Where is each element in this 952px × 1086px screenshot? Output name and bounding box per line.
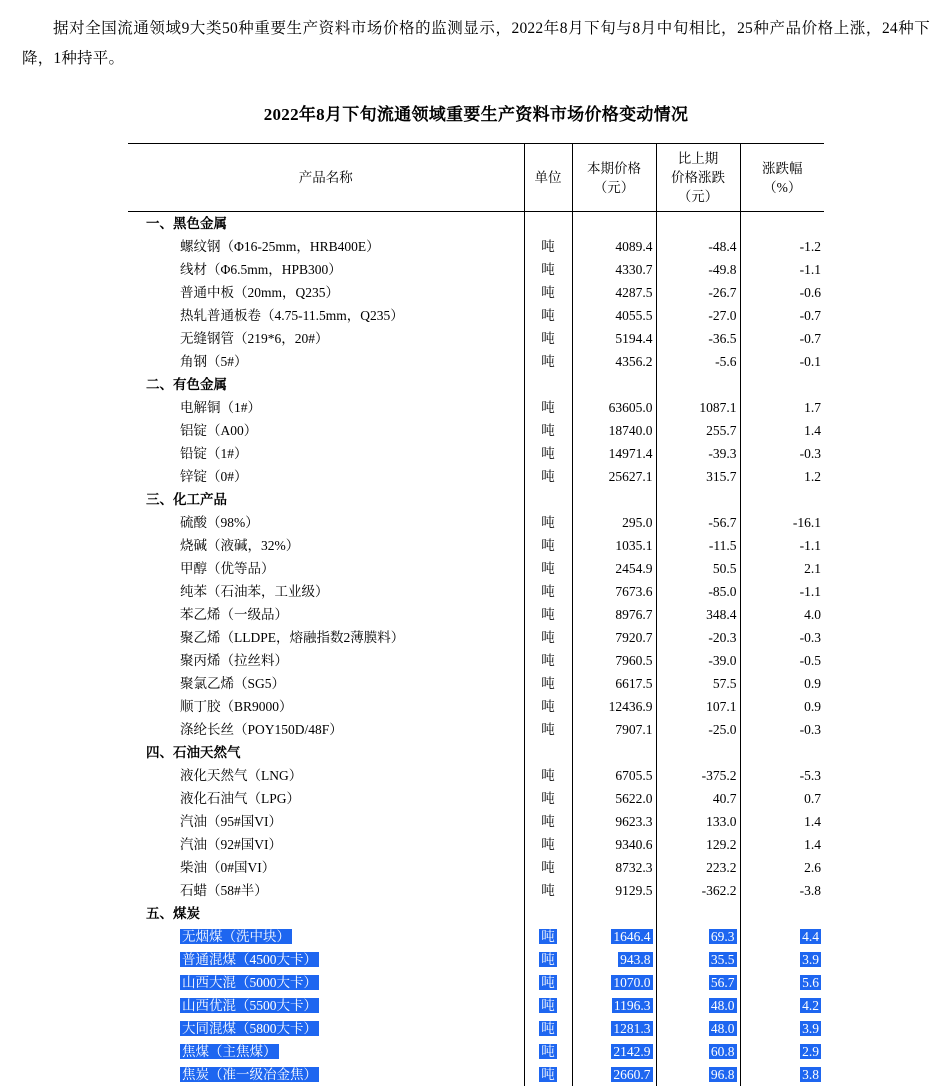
cell-product-name: 角钢（5#） [128,350,524,373]
cell-price: 7907.1 [572,718,656,741]
cell-percent-text: 4.2 [800,998,821,1013]
cell-change [656,212,740,236]
table-row[interactable] [128,350,824,373]
table-row[interactable] [128,557,824,580]
cell-price: 4330.7 [572,258,656,281]
cell-percent: -0.5 [740,649,824,672]
cell-change [656,373,740,396]
cell-price [572,1040,656,1063]
table-row[interactable] [128,1063,824,1086]
column-header-unit: 单位 [524,144,572,212]
cell-product-name [128,1040,524,1063]
cell-product-name: 纯苯（石油苯，工业级） [128,580,524,603]
cell-percent: 1.2 [740,465,824,488]
table-row[interactable] [128,764,824,787]
cell-change: -49.8 [656,258,740,281]
cell-product-name: 二、有色金属 [128,373,524,396]
column-header-price-line1: 本期价格 [575,159,654,178]
cell-unit: 吨 [524,350,572,373]
cell-unit-text: 吨 [539,952,557,967]
cell-unit: 吨 [524,649,572,672]
cell-change: -56.7 [656,511,740,534]
price-table [128,143,824,1086]
cell-product-name [128,1063,524,1086]
table-header [128,144,824,212]
cell-unit: 吨 [524,580,572,603]
cell-unit: 吨 [524,810,572,833]
column-header-percent [740,144,824,212]
cell-unit [524,948,572,971]
cell-product-name-text: 焦煤（主焦煤） [180,1044,279,1059]
cell-percent [740,741,824,764]
table-group-row[interactable] [128,488,824,511]
cell-unit [524,373,572,396]
cell-percent: 1.4 [740,833,824,856]
cell-unit: 吨 [524,235,572,258]
cell-change: -5.6 [656,350,740,373]
cell-price: 9623.3 [572,810,656,833]
cell-unit: 吨 [524,442,572,465]
cell-percent [740,488,824,511]
table-row[interactable] [128,534,824,557]
cell-price: 7920.7 [572,626,656,649]
column-header-name: 产品名称 [128,144,524,212]
cell-product-name: 四、石油天然气 [128,741,524,764]
cell-change: -48.4 [656,235,740,258]
cell-percent: -1.1 [740,534,824,557]
cell-percent-text: 3.8 [800,1067,821,1082]
cell-percent [740,925,824,948]
cell-percent: -1.1 [740,580,824,603]
cell-percent [740,1017,824,1040]
table-group-row[interactable] [128,373,824,396]
cell-change: -27.0 [656,304,740,327]
cell-change [656,488,740,511]
cell-change: -25.0 [656,718,740,741]
cell-price [572,902,656,925]
cell-change: 40.7 [656,787,740,810]
cell-percent-text: 2.9 [800,1044,821,1059]
cell-change-text: 60.8 [709,1044,737,1059]
cell-percent: -1.2 [740,235,824,258]
cell-product-name [128,948,524,971]
cell-product-name: 苯乙烯（一级品） [128,603,524,626]
table-row[interactable] [128,419,824,442]
cell-price-text: 943.8 [618,952,652,967]
cell-price: 6705.5 [572,764,656,787]
cell-price [572,1017,656,1040]
cell-unit: 吨 [524,718,572,741]
table-row[interactable] [128,649,824,672]
cell-product-name: 聚乙烯（LLDPE，熔融指数2薄膜料） [128,626,524,649]
cell-change: 129.2 [656,833,740,856]
cell-percent: 1.4 [740,419,824,442]
cell-percent: -0.1 [740,350,824,373]
cell-product-name: 螺纹钢（Φ16-25mm，HRB400E） [128,235,524,258]
cell-product-name: 聚丙烯（拉丝料） [128,649,524,672]
cell-percent-text: 3.9 [800,1021,821,1036]
cell-unit: 吨 [524,672,572,695]
cell-unit [524,971,572,994]
cell-price-text: 1196.3 [612,998,653,1013]
cell-change: 255.7 [656,419,740,442]
cell-price: 8732.3 [572,856,656,879]
cell-unit [524,994,572,1017]
cell-change: -11.5 [656,534,740,557]
cell-price: 7960.5 [572,649,656,672]
table-body [128,212,824,1086]
cell-price [572,373,656,396]
table-row[interactable] [128,948,824,971]
table-row[interactable] [128,787,824,810]
cell-unit: 吨 [524,787,572,810]
cell-change: 50.5 [656,557,740,580]
column-header-price-line2: （元） [575,178,654,197]
cell-percent [740,212,824,236]
cell-change-text: 48.0 [709,1021,737,1036]
cell-product-name-text: 山西大混（5000大卡） [180,975,319,990]
cell-unit [524,925,572,948]
cell-unit: 吨 [524,465,572,488]
cell-percent [740,994,824,1017]
cell-change: 107.1 [656,695,740,718]
cell-product-name: 顺丁胶（BR9000） [128,695,524,718]
cell-product-name: 三、化工产品 [128,488,524,511]
table-row[interactable] [128,511,824,534]
cell-product-name: 液化天然气（LNG） [128,764,524,787]
cell-product-name [128,971,524,994]
cell-unit: 吨 [524,764,572,787]
cell-change: -39.0 [656,649,740,672]
cell-percent: 4.0 [740,603,824,626]
table-row[interactable] [128,281,824,304]
cell-change: 315.7 [656,465,740,488]
cell-percent: -0.3 [740,442,824,465]
page-title: 2022年8月下旬流通领域重要生产资料市场价格变动情况 [0,100,952,125]
cell-product-name: 无缝钢管（219*6，20#） [128,327,524,350]
table-row[interactable] [128,442,824,465]
cell-product-name: 普通中板（20mm，Q235） [128,281,524,304]
cell-unit [524,1017,572,1040]
cell-price: 4356.2 [572,350,656,373]
table-group-row[interactable] [128,902,824,925]
cell-change: -85.0 [656,580,740,603]
cell-unit [524,1063,572,1086]
cell-product-name-text: 大同混煤（5800大卡） [180,1021,319,1036]
cell-price: 2454.9 [572,557,656,580]
cell-price: 6617.5 [572,672,656,695]
cell-unit [524,488,572,511]
cell-unit [524,741,572,764]
cell-change: -20.3 [656,626,740,649]
cell-change: -26.7 [656,281,740,304]
cell-unit [524,212,572,236]
cell-price: 5622.0 [572,787,656,810]
table-row[interactable] [128,718,824,741]
cell-product-name-text: 普通混煤（4500大卡） [180,952,319,967]
cell-product-name: 一、黑色金属 [128,212,524,236]
cell-unit: 吨 [524,534,572,557]
cell-product-name-text: 焦炭（准一级冶金焦） [180,1067,319,1082]
cell-product-name: 甲醇（优等品） [128,557,524,580]
table-row[interactable] [128,580,824,603]
table-row[interactable] [128,994,824,1017]
cell-percent: 0.9 [740,672,824,695]
table-row[interactable] [128,396,824,419]
cell-percent [740,373,824,396]
cell-percent [740,902,824,925]
table-row[interactable] [128,672,824,695]
cell-unit-text: 吨 [539,975,557,990]
column-header-change [656,144,740,212]
cell-price-text: 1281.3 [611,1021,652,1036]
cell-product-name: 线材（Φ6.5mm，HPB300） [128,258,524,281]
cell-unit: 吨 [524,603,572,626]
cell-change [656,1063,740,1086]
cell-product-name: 汽油（92#国VI） [128,833,524,856]
cell-change-text: 35.5 [709,952,737,967]
table-row[interactable] [128,856,824,879]
cell-percent: 1.7 [740,396,824,419]
cell-price [572,1063,656,1086]
cell-percent: 0.7 [740,787,824,810]
cell-unit: 吨 [524,856,572,879]
table-row[interactable] [128,465,824,488]
cell-price: 5194.4 [572,327,656,350]
cell-unit: 吨 [524,419,572,442]
cell-change [656,741,740,764]
cell-price: 9340.6 [572,833,656,856]
cell-product-name: 汽油（95#国VI） [128,810,524,833]
cell-unit: 吨 [524,833,572,856]
cell-price-text: 1646.4 [611,929,652,944]
cell-price [572,994,656,1017]
cell-percent: -5.3 [740,764,824,787]
cell-product-name [128,925,524,948]
cell-product-name-text: 无烟煤（洗中块） [180,929,292,944]
cell-change-text: 56.7 [709,975,737,990]
cell-product-name: 烧碱（液碱，32%） [128,534,524,557]
cell-product-name: 聚氯乙烯（SG5） [128,672,524,695]
cell-unit: 吨 [524,879,572,902]
cell-change: -375.2 [656,764,740,787]
cell-product-name: 液化石油气（LPG） [128,787,524,810]
cell-change: -362.2 [656,879,740,902]
cell-change: -36.5 [656,327,740,350]
cell-unit: 吨 [524,695,572,718]
cell-price-text: 2660.7 [611,1067,652,1082]
cell-product-name: 锌锭（0#） [128,465,524,488]
cell-product-name: 铝锭（A00） [128,419,524,442]
column-header-percent-line2: （%） [743,178,823,197]
cell-unit: 吨 [524,304,572,327]
cell-percent: -1.1 [740,258,824,281]
cell-change-text: 69.3 [709,929,737,944]
column-header-change-line2: 价格涨跌（元） [659,168,738,206]
cell-percent: -0.3 [740,718,824,741]
table-row[interactable] [128,971,824,994]
cell-change [656,1017,740,1040]
table-row[interactable] [128,258,824,281]
table-row[interactable] [128,603,824,626]
cell-percent: -3.8 [740,879,824,902]
cell-price: 8976.7 [572,603,656,626]
cell-product-name: 柴油（0#国VI） [128,856,524,879]
cell-unit: 吨 [524,396,572,419]
cell-percent [740,948,824,971]
cell-unit: 吨 [524,281,572,304]
column-header-change-line1: 比上期 [659,149,738,168]
cell-price: 9129.5 [572,879,656,902]
table-row[interactable] [128,304,824,327]
cell-change-text: 96.8 [709,1067,737,1082]
cell-price: 12436.9 [572,695,656,718]
table-row[interactable] [128,1040,824,1063]
column-header-price [572,144,656,212]
cell-change [656,902,740,925]
cell-change: 223.2 [656,856,740,879]
cell-product-name [128,1017,524,1040]
cell-percent: -0.3 [740,626,824,649]
cell-price: 295.0 [572,511,656,534]
cell-unit: 吨 [524,557,572,580]
cell-change: 1087.1 [656,396,740,419]
table-row[interactable] [128,833,824,856]
cell-percent-text: 3.9 [800,952,821,967]
cell-percent: -0.6 [740,281,824,304]
table-group-row[interactable] [128,212,824,236]
cell-price-text: 2142.9 [611,1044,652,1059]
cell-price: 4055.5 [572,304,656,327]
column-header-percent-line1: 涨跌幅 [743,159,823,178]
cell-percent: -16.1 [740,511,824,534]
cell-change [656,1040,740,1063]
cell-price: 25627.1 [572,465,656,488]
cell-change: 57.5 [656,672,740,695]
cell-product-name: 电解铜（1#） [128,396,524,419]
cell-price: 4089.4 [572,235,656,258]
cell-unit: 吨 [524,327,572,350]
cell-price: 1035.1 [572,534,656,557]
cell-percent-text: 4.4 [800,929,821,944]
cell-price [572,948,656,971]
cell-product-name: 热轧普通板卷（4.75-11.5mm，Q235） [128,304,524,327]
cell-product-name-text: 山西优混（5500大卡） [180,998,319,1013]
cell-percent: -0.7 [740,327,824,350]
cell-price: 4287.5 [572,281,656,304]
cell-percent-text: 5.6 [800,975,821,990]
table-row[interactable] [128,810,824,833]
cell-price [572,971,656,994]
cell-unit-text: 吨 [539,929,557,944]
cell-change [656,925,740,948]
cell-unit [524,902,572,925]
cell-unit-text: 吨 [539,1067,557,1082]
cell-product-name: 五、煤炭 [128,902,524,925]
table-row[interactable] [128,235,824,258]
cell-price [572,741,656,764]
cell-product-name [128,994,524,1017]
cell-price-text: 1070.0 [611,975,652,990]
cell-unit: 吨 [524,511,572,534]
cell-change [656,971,740,994]
cell-unit: 吨 [524,626,572,649]
price-table-container [0,143,952,1086]
cell-product-name: 铅锭（1#） [128,442,524,465]
intro-paragraph: 据对全国流通领域9大类50种重要生产资料市场价格的监测显示，2022年8月下旬与8月中旬相比，25种产品价格上涨，24种下降，1种持平。 [0,0,952,74]
cell-percent [740,971,824,994]
cell-percent: 2.6 [740,856,824,879]
cell-price: 14971.4 [572,442,656,465]
cell-unit [524,1040,572,1063]
cell-percent: 2.1 [740,557,824,580]
cell-change: 348.4 [656,603,740,626]
table-row[interactable] [128,626,824,649]
cell-price [572,488,656,511]
cell-percent [740,1040,824,1063]
cell-unit-text: 吨 [539,998,557,1013]
table-row[interactable] [128,1017,824,1040]
table-row[interactable] [128,327,824,350]
cell-price: 63605.0 [572,396,656,419]
cell-change: -39.3 [656,442,740,465]
table-group-row[interactable] [128,741,824,764]
cell-product-name: 硫酸（98%） [128,511,524,534]
cell-change-text: 48.0 [709,998,737,1013]
cell-unit-text: 吨 [539,1044,557,1059]
cell-percent [740,1063,824,1086]
table-row[interactable] [128,879,824,902]
cell-change [656,948,740,971]
cell-unit-text: 吨 [539,1021,557,1036]
table-row[interactable] [128,695,824,718]
cell-product-name: 石蜡（58#半） [128,879,524,902]
cell-unit: 吨 [524,258,572,281]
cell-price [572,212,656,236]
table-row[interactable] [128,925,824,948]
cell-percent: -0.7 [740,304,824,327]
cell-percent: 1.4 [740,810,824,833]
cell-price: 18740.0 [572,419,656,442]
cell-price [572,925,656,948]
cell-price: 7673.6 [572,580,656,603]
cell-change [656,994,740,1017]
table-header-row [128,144,824,212]
cell-percent: 0.9 [740,695,824,718]
cell-product-name: 涤纶长丝（POY150D/48F） [128,718,524,741]
cell-change: 133.0 [656,810,740,833]
